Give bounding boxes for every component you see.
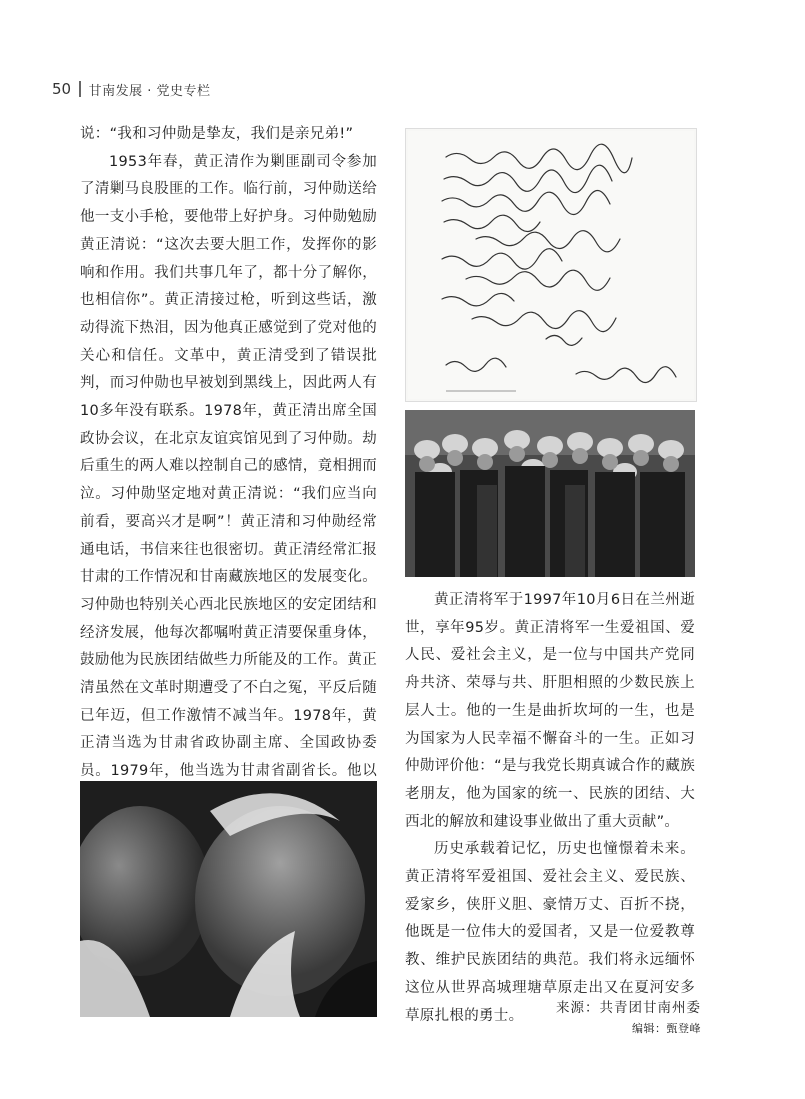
right-paragraph-2: 历史承载着记忆，历史也憧憬着未来。黄正清将军爱祖国、爱社会主义、爱民族、爱家乡，侠肝义胆、豪情万丈、百折不挠，他既是一位伟大的爱国者，又是一位爱教尊教、维护民族团结的典范。我们将永远缅怀这位从世界高城理塘草原走出又在夏河安多草原扎根的勇士。 bbox=[405, 841, 695, 1024]
header-divider bbox=[79, 81, 81, 97]
editor-credit: 编辑：甄登峰 bbox=[632, 1022, 701, 1035]
source-credit: 来源：共青团甘南州委 bbox=[556, 1000, 701, 1016]
left-paragraph-1: 说：“我和习仲勋是挚友，我们是亲兄弟!” bbox=[80, 126, 354, 142]
right-text-column bbox=[405, 587, 695, 1030]
section-title: 甘南发展 · 党史专栏 bbox=[88, 83, 211, 99]
right-paragraph-1: 黄正清将军于1997年10月6日在兰州逝世，享年95岁。黄正清将军一生爱祖国、爱人民、爱社会主义，是一位与中国共产党同舟共济、荣辱与共、肝胆相照的少数民族上层人士。他的一生是曲折坎坷的一生，也是为国家为人民幸福不懈奋斗的一生。正如习仲勋评价他：“是与我党长期真诚合作的藏族老朋友，他为国家的统一、民族的团结、大西北的解放和建设事业做出了重大贡献”。 bbox=[405, 592, 695, 830]
left-paragraph-2: 1953年春，黄正清作为剿匪副司令参加了清剿马良股匪的工作。临行前，习仲勋送给他一支小手枪，要他带上好护身。习仲勋勉励黄正清说：“这次去要大胆工作，发挥你的影响和作用。我们共事几年了，都十分了解你，也相信你”。黄正清接过枪，听到这些话，激动得流下热泪，因为他真正感觉到了党对他的关心和信任。文革中，黄正清受到了错误批判，而习仲勋也早被划到黑线上，因此两人有10多年没有联系。1978年，黄正清出席全国政协会议，在北京友谊宾馆见到了习仲勋。劫后重生的两人难以控制自己的感情，竟相拥而泣。习仲勋坚定地对黄正清说：“我们应当向前看，要高兴才是啊”！黄正清和习仲勋经常通电话，书信来往也很密切。黄正清经常汇报甘肃的工作情况和甘南藏族地区的发展变化。习仲勋也特别关心西北民族地区的安定团结和经济发展，他每次都嘱咐黄正清要保重身体，鼓励他为民族团结做些力所能及的工作。黄正清虽然在文革时期遭受了不白之冤，平反后随已年迈，但工作激情不减当年。1978年，黄正清当选为甘肃省政协副主席、全国政协委员。1979年，他当选为甘肃省副省长。他以 bbox=[80, 153, 377, 780]
group-photo bbox=[405, 410, 695, 577]
page-header bbox=[52, 78, 211, 100]
handwritten-letter-image bbox=[405, 128, 697, 402]
left-text-column bbox=[80, 121, 377, 841]
page-number: 50 bbox=[52, 80, 72, 98]
embrace-photo bbox=[80, 781, 377, 1017]
